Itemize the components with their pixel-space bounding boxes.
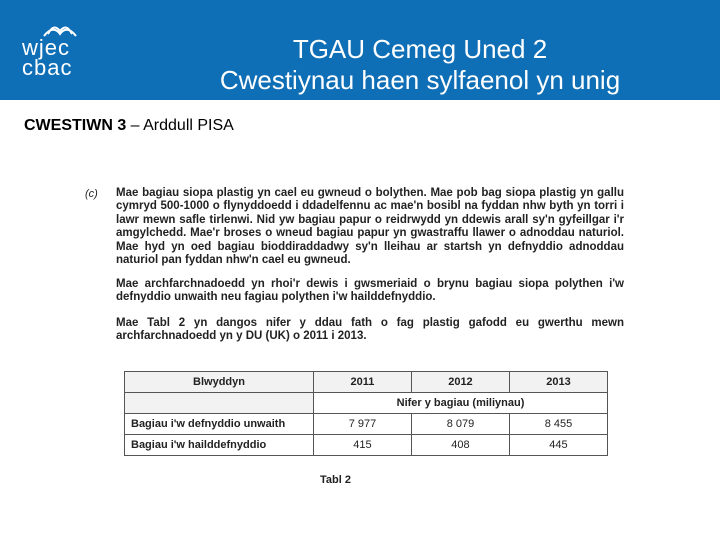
year-2013: 2013 (509, 372, 607, 393)
year-2012: 2012 (411, 372, 509, 393)
row-label: Bagiau i'w defnyddio unwaith (125, 414, 314, 435)
paragraph-3: Mae Tabl 2 yn dangos nifer y ddau fath o fag plastig gafodd eu gwerthu mewn archfarchnadoedd yn y DU (UK) o 2011 i 2013. (116, 317, 624, 343)
row-label: Bagiau i'w hailddefnyddio (125, 435, 314, 456)
wjec-logo (20, 24, 100, 84)
data-table (124, 371, 608, 456)
question-number: CWESTIWN 3 (24, 117, 127, 134)
question-heading (24, 117, 234, 135)
part-label: (c) (85, 188, 98, 200)
page-title (140, 34, 700, 96)
year-header: Blwyddyn (125, 372, 314, 393)
table-cell: 445 (509, 435, 607, 456)
table-caption: Tabl 2 (320, 474, 351, 486)
header-bar (0, 0, 720, 100)
blank-cell (125, 393, 314, 414)
title-line-1: TGAU Cemeg Uned 2 (292, 34, 548, 64)
year-2011: 2011 (314, 372, 412, 393)
unit-header: Nifer y bagiau (miliynau) (314, 393, 608, 414)
unit-row (125, 393, 608, 414)
logo-line-2: cbac (22, 55, 73, 80)
table-cell: 7 977 (314, 414, 412, 435)
paragraph-1: Mae bagiau siopa plastig yn cael eu gwneud o bolythen. Mae pob bag siopa plastig yn gallu cymryd 500-1000 o flynyddoedd i ddadelfennu ac mae'n bosibl na fyddan nhw byth yn torri i lawr mewn safle tirlenwi. Nid yw bagiau papur o reidrwydd yn ddewis arall sy'n gyfeillgar i'r amgylchedd. Mae'r broses o wneud bagiau papur yn gwastraffu llawer o adnoddau naturiol. Mae hyd yn oed bagiau bioddiraddadwy sy'n lleihau ar startsh yn defnyddio adnoddau naturiol pan fyddan nhw'n cael eu gwneud. (116, 187, 624, 267)
table-cell: 8 079 (411, 414, 509, 435)
table-cell: 408 (411, 435, 509, 456)
logo-line-1: wjec (22, 35, 71, 60)
title-line-2: Cwestiynau haen sylfaenol yn unig (219, 65, 621, 95)
paragraph-2: Mae archfarchnadoedd yn rhoi'r dewis i gwsmeriaid o brynu bagiau siopa polythen i'w defnyddio unwaith neu fagiau polythen i'w hailddefnyddio. (116, 278, 624, 304)
question-style: – Arddull PISA (126, 117, 234, 134)
table-row (125, 435, 608, 456)
table-header-row (125, 372, 608, 393)
logo-text (22, 35, 73, 80)
table-row (125, 414, 608, 435)
table-cell: 415 (314, 435, 412, 456)
table-cell: 8 455 (509, 414, 607, 435)
